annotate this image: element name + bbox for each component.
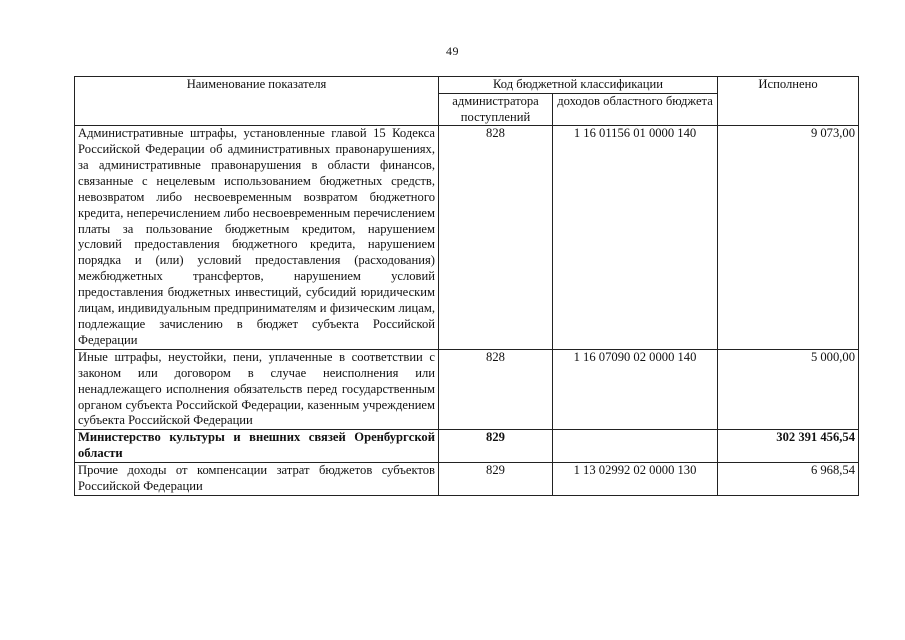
header-revenue-code: доходов областного бюджета	[553, 93, 718, 125]
table-row-ministry-total	[75, 430, 859, 463]
header-administrator: администратора поступлений	[439, 93, 553, 125]
row-revenue-code	[553, 430, 718, 463]
row-admin-code: 828	[439, 126, 553, 350]
table-row	[75, 126, 859, 350]
row-executed-amount: 5 000,00	[718, 349, 859, 430]
page-number: 49	[446, 44, 459, 58]
table-row	[75, 463, 859, 496]
row-executed-amount: 9 073,00	[718, 126, 859, 350]
row-admin-code: 829	[439, 430, 553, 463]
row-revenue-code: 1 16 07090 02 0000 140	[553, 349, 718, 430]
row-admin-code: 829	[439, 463, 553, 496]
row-indicator-name: Прочие доходы от компенсации затрат бюджетов субъектов Российской Федерации	[75, 463, 439, 496]
header-indicator-name: Наименование показателя	[75, 77, 439, 126]
row-indicator-name: Министерство культуры и внешних связей Оренбургской области	[75, 430, 439, 463]
row-executed-amount: 6 968,54	[718, 463, 859, 496]
row-indicator-name: Административные штрафы, установленные главой 15 Кодекса Российской Федерации об административных правонарушениях, за административные правонарушения в области финансов, связанные с нецелевым использованием бюджетных средств, невозвратом либо несвоевременным возвратом бюджетного кредита, неперечислением либо несвоевременным перечислением платы за пользование бюджетным кредитом, нарушением условий предоставления бюджетного кредита, нарушением порядка и (или) условий предоставления (расходования) межбюджетных трансфертов, нарушением условий предоставления бюджетных инвестиций, субсидий юридическим лицам, индивидуальным предпринимателям и физическим лицам, подлежащие зачислению в бюджет субъекта Российской Федерации	[75, 126, 439, 350]
header-executed: Исполнено	[718, 77, 859, 126]
row-indicator-name: Иные штрафы, неустойки, пени, уплаченные в соответствии с законом или договором в случае неисполнения или ненадлежащего исполнения обязательств перед государственным органом субъекта Российской Федерации, казенным учреждением субъекта Российской Федерации	[75, 349, 439, 430]
budget-revenue-table	[74, 76, 859, 496]
header-row-top	[75, 77, 859, 94]
row-executed-amount: 302 391 456,54	[718, 430, 859, 463]
header-classification-code: Код бюджетной классификации	[439, 77, 718, 94]
row-revenue-code: 1 16 01156 01 0000 140	[553, 126, 718, 350]
row-admin-code: 828	[439, 349, 553, 430]
row-revenue-code: 1 13 02992 02 0000 130	[553, 463, 718, 496]
table-row	[75, 349, 859, 430]
